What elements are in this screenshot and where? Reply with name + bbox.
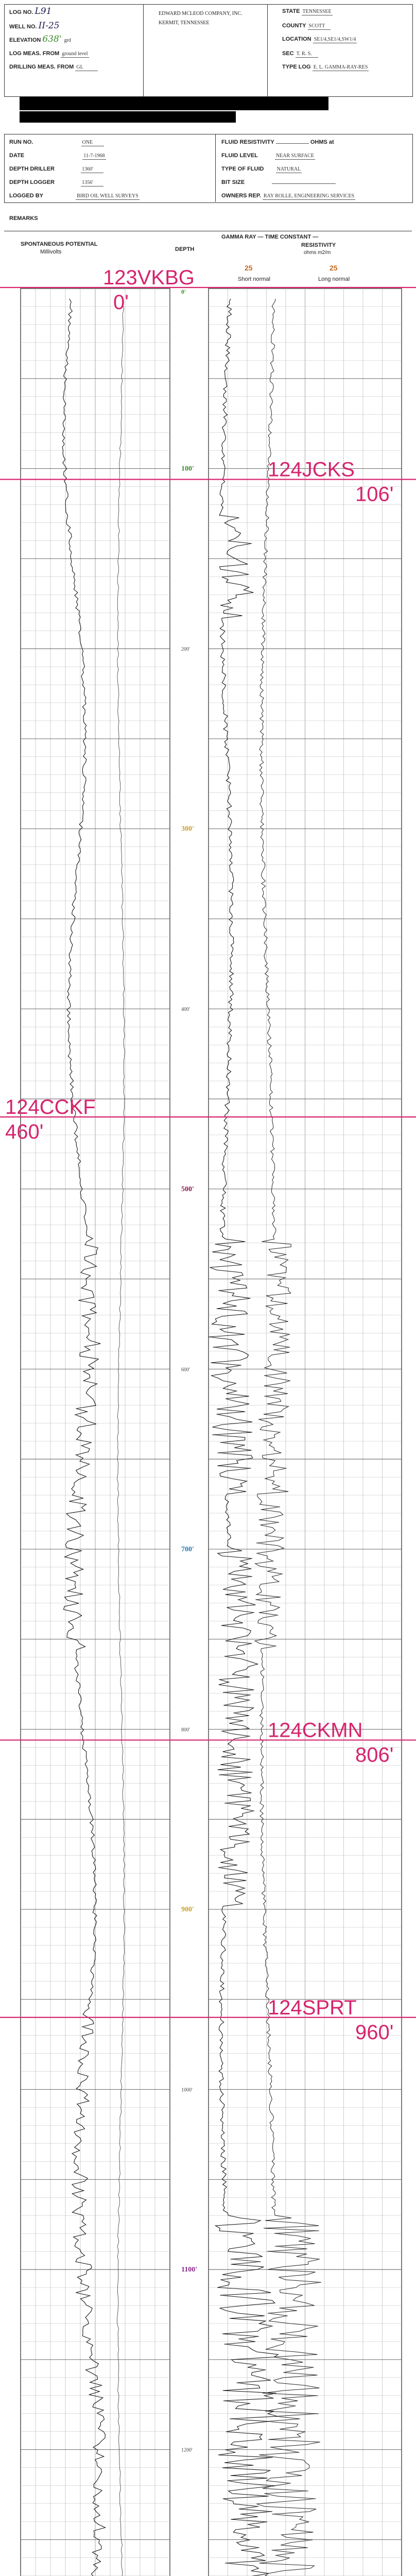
log-no-label: LOG NO. (9, 9, 33, 15)
log-no-value: L91 (34, 6, 52, 16)
company-address: KERMIT, TENNESSEE (159, 20, 210, 26)
depth-driller-value: 1360' (81, 166, 103, 173)
formation-code-label: 124CKMN (268, 1719, 363, 1742)
type-fluid-value: NATURAL (276, 166, 301, 172)
run-no-label: RUN NO. (9, 139, 33, 145)
minor-depth-label: 600' (181, 1367, 190, 1373)
formation-code-label: 124SPRT (268, 1996, 357, 2019)
depth-driller-label: DEPTH DRILLER (9, 166, 55, 172)
fluid-resistivity-label: FLUID RESISTIVITY (221, 139, 274, 145)
logged-by-value: BIRD OIL WELL SURVEYS (77, 193, 138, 199)
log-labels (5, 266, 393, 2576)
log-meas-label: LOG MEAS. FROM (9, 50, 60, 57)
location-value: SE1/4,SE1/4,SW1/4 (314, 37, 356, 42)
type-log-value: E. L. GAMMA-RAY-RES (313, 64, 368, 70)
sp-title: SPONTANEOUS POTENTIAL (21, 241, 98, 247)
formation-code-label: 123VKBG (103, 266, 195, 289)
sp-curve (62, 299, 105, 2576)
minor-depth-label: 200' (181, 647, 190, 653)
depth-mark-label: 900' (181, 1906, 194, 1914)
resistivity-unit: ohms m2/m (304, 250, 331, 256)
minor-depth-label: 1200' (181, 2447, 193, 2453)
resistivity-title: RESISTIVITY (301, 242, 336, 248)
resistivity-scale-left: 25 (245, 264, 253, 272)
depth-mark-label: 100' (181, 465, 194, 473)
county-label: COUNTY (282, 23, 306, 29)
long-normal-label: Long normal (318, 276, 350, 282)
company-name: EDWARD MCLEOD COMPANY, INC. (159, 11, 242, 16)
formation-depth-label: 0' (113, 291, 129, 314)
short-normal-label: Short normal (238, 276, 270, 282)
type-fluid-label: TYPE OF FLUID (221, 166, 264, 172)
drilling-meas-value: GL (75, 64, 98, 71)
location-label: LOCATION (282, 36, 311, 42)
sp-baseline-curve (117, 299, 125, 2576)
formation-code-label: 124CCKF (5, 1095, 96, 1118)
sp-unit: Millivolts (40, 249, 62, 255)
well-no-label: WELL NO. (9, 24, 37, 30)
formation-markers (0, 287, 416, 2018)
fluid-level-value: NEAR SURFACE (275, 153, 314, 159)
log-meas-value: ground level (62, 51, 88, 57)
gamma-title: GAMMA RAY — TIME CONSTANT — (221, 234, 319, 240)
owners-rep-value: RAY ROLLE, ENGINEERING SERVICES (263, 193, 355, 199)
minor-depth-label: 800' (181, 1727, 190, 1733)
county-value: SCOTT (308, 23, 331, 30)
depth-mark-label: 1100' (181, 2266, 198, 2274)
elevation-value: 638' (42, 34, 62, 44)
start-depth-mark: 0' (181, 288, 186, 295)
depth-mark-label: 500' (181, 1185, 194, 1193)
minor-depth-label: 400' (181, 1007, 190, 1013)
state-value: TENNESSEE (302, 9, 332, 14)
date-value: 11-7-1968 (83, 153, 105, 159)
run-no-value: ONE (81, 139, 104, 146)
formation-depth-label: 106' (355, 483, 394, 506)
formation-depth-label: 806' (355, 1743, 394, 1767)
depth-title: DEPTH (175, 246, 195, 252)
owners-rep-label: OWNERS REP. (221, 193, 261, 199)
formation-depth-label: 960' (355, 2021, 394, 2044)
depth-logger-label: DEPTH LOGGER (9, 179, 55, 185)
depth-mark-label: 300' (181, 825, 194, 833)
elevation-unit: grd (64, 38, 71, 43)
depth-logger-value: 1356' (81, 179, 103, 187)
sec-label: SEC (282, 50, 294, 57)
well-no-value: II-25 (38, 21, 60, 31)
state-label: STATE (282, 8, 300, 14)
drilling-meas-label: DRILLING MEAS. FROM (9, 64, 74, 70)
sec-value: T. R. S. (296, 50, 318, 58)
fluid-level-label: FLUID LEVEL (221, 152, 258, 159)
formation-depth-label: 460' (5, 1120, 44, 1143)
resistivity-scale-right: 25 (330, 264, 338, 272)
type-log-label: TYPE LOG (282, 64, 311, 70)
remarks-label: REMARKS (9, 215, 38, 222)
log-grid (21, 289, 402, 2576)
log-curves (62, 299, 321, 2576)
formation-code-label: 124JCKS (268, 458, 355, 481)
depth-mark-label: 700' (181, 1545, 194, 1553)
date-label: DATE (9, 152, 25, 159)
bit-size-label: BIT SIZE (221, 179, 245, 185)
fluid-resistivity-unit: OHMS at (310, 139, 334, 145)
minor-depth-label: 1000' (181, 2087, 193, 2093)
short-normal-curve (209, 299, 278, 2576)
logged-by-label: LOGGED BY (9, 193, 44, 199)
elevation-label: ELEVATION (9, 37, 41, 43)
